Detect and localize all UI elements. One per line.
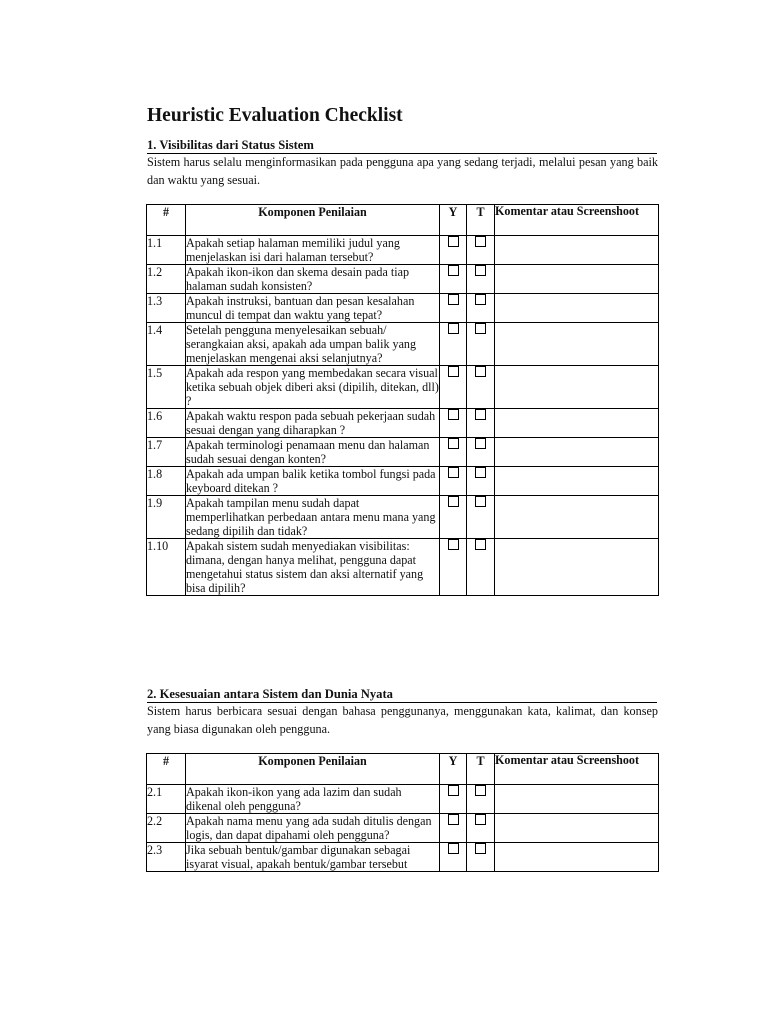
no-cell	[467, 843, 495, 872]
comment-cell[interactable]	[495, 467, 659, 496]
header-no: T	[467, 754, 495, 785]
row-number: 1.1	[147, 236, 186, 265]
table-row	[147, 785, 659, 814]
row-number: 1.6	[147, 409, 186, 438]
yes-checkbox[interactable]	[448, 843, 459, 854]
row-question: Apakah terminologi penamaan menu dan halaman sudah sesuai dengan konten?	[186, 438, 440, 467]
yes-cell	[440, 496, 467, 539]
section-heading-visibility: 1. Visibilitas dari Status Sistem	[147, 138, 657, 154]
yes-checkbox[interactable]	[448, 236, 459, 247]
checklist-table-visibility	[146, 204, 659, 596]
yes-cell	[440, 438, 467, 467]
yes-checkbox[interactable]	[448, 265, 459, 276]
yes-cell	[440, 785, 467, 814]
no-cell	[467, 814, 495, 843]
yes-checkbox[interactable]	[448, 294, 459, 305]
row-number: 2.2	[147, 814, 186, 843]
comment-cell[interactable]	[495, 409, 659, 438]
no-cell	[467, 265, 495, 294]
header-comment: Komentar atau Screenshoot	[495, 205, 659, 236]
no-cell	[467, 785, 495, 814]
no-checkbox[interactable]	[475, 236, 486, 247]
no-cell	[467, 236, 495, 265]
comment-cell[interactable]	[495, 843, 659, 872]
header-component: Komponen Penilaian	[186, 754, 440, 785]
yes-checkbox[interactable]	[448, 496, 459, 507]
table-row	[147, 409, 659, 438]
yes-cell	[440, 366, 467, 409]
table-header-row	[147, 754, 659, 785]
row-number: 1.3	[147, 294, 186, 323]
yes-cell	[440, 323, 467, 366]
no-cell	[467, 467, 495, 496]
header-number: #	[147, 205, 186, 236]
header-comment: Komentar atau Screenshoot	[495, 754, 659, 785]
header-component: Komponen Penilaian	[186, 205, 440, 236]
no-checkbox[interactable]	[475, 467, 486, 478]
table-row	[147, 366, 659, 409]
no-checkbox[interactable]	[475, 366, 486, 377]
row-question: Jika sebuah bentuk/gambar digunakan sebagai isyarat visual, apakah bentuk/gambar tersebut	[186, 843, 440, 872]
comment-cell[interactable]	[495, 539, 659, 596]
no-checkbox[interactable]	[475, 539, 486, 550]
yes-checkbox[interactable]	[448, 323, 459, 334]
yes-cell	[440, 467, 467, 496]
comment-cell[interactable]	[495, 236, 659, 265]
no-checkbox[interactable]	[475, 785, 486, 796]
checklist-table-real-world	[146, 753, 659, 872]
no-checkbox[interactable]	[475, 814, 486, 825]
yes-checkbox[interactable]	[448, 438, 459, 449]
table-row	[147, 539, 659, 596]
comment-cell[interactable]	[495, 294, 659, 323]
section-description-visibility: Sistem harus selalu menginformasikan pada pengguna apa yang sedang terjadi, melalui pesan yang baik dan waktu yang sesuai.	[147, 155, 658, 187]
yes-checkbox[interactable]	[448, 814, 459, 825]
row-number: 1.9	[147, 496, 186, 539]
row-question: Apakah ikon-ikon yang ada lazim dan sudah dikenal oleh pengguna?	[186, 785, 440, 814]
comment-cell[interactable]	[495, 366, 659, 409]
no-checkbox[interactable]	[475, 294, 486, 305]
no-cell	[467, 409, 495, 438]
no-cell	[467, 294, 495, 323]
no-cell	[467, 539, 495, 596]
yes-checkbox[interactable]	[448, 409, 459, 420]
row-question: Apakah ikon-ikon dan skema desain pada tiap halaman sudah konsisten?	[186, 265, 440, 294]
row-number: 1.7	[147, 438, 186, 467]
section-description-real-world: Sistem harus berbicara sesuai dengan bahasa penggunanya, menggunakan kata, kalimat, dan konsep yang biasa digunakan oleh pengguna.	[147, 704, 658, 736]
table-row	[147, 496, 659, 539]
no-checkbox[interactable]	[475, 409, 486, 420]
no-checkbox[interactable]	[475, 843, 486, 854]
no-checkbox[interactable]	[475, 438, 486, 449]
no-cell	[467, 438, 495, 467]
table-row	[147, 236, 659, 265]
yes-checkbox[interactable]	[448, 785, 459, 796]
table-row	[147, 438, 659, 467]
header-number: #	[147, 754, 186, 785]
row-number: 2.1	[147, 785, 186, 814]
row-question: Setelah pengguna menyelesaikan sebuah/ serangkaian aksi, apakah ada umpan balik yang menjelaskan mengenai aksi selanjutnya?	[186, 323, 440, 366]
yes-checkbox[interactable]	[448, 467, 459, 478]
comment-cell[interactable]	[495, 438, 659, 467]
table-row	[147, 265, 659, 294]
comment-cell[interactable]	[495, 814, 659, 843]
section-heading-real-world: 2. Kesesuaian antara Sistem dan Dunia Nyata	[147, 687, 657, 703]
comment-cell[interactable]	[495, 785, 659, 814]
table-row	[147, 467, 659, 496]
yes-cell	[440, 236, 467, 265]
row-number: 1.5	[147, 366, 186, 409]
comment-cell[interactable]	[495, 323, 659, 366]
yes-cell	[440, 409, 467, 438]
row-number: 1.4	[147, 323, 186, 366]
yes-cell	[440, 294, 467, 323]
yes-checkbox[interactable]	[448, 539, 459, 550]
table-header-row	[147, 205, 659, 236]
row-question: Apakah sistem sudah menyediakan visibilitas: dimana, dengan hanya melihat, pengguna dapat mengetahui status sistem dan aksi alternatif yang bisa dipilih?	[186, 539, 440, 596]
row-number: 1.2	[147, 265, 186, 294]
row-number: 1.10	[147, 539, 186, 596]
row-question: Apakah instruksi, bantuan dan pesan kesalahan muncul di tempat dan waktu yang tepat?	[186, 294, 440, 323]
row-number: 1.8	[147, 467, 186, 496]
table-row	[147, 843, 659, 872]
header-yes: Y	[440, 205, 467, 236]
comment-cell[interactable]	[495, 496, 659, 539]
table-row	[147, 323, 659, 366]
no-checkbox[interactable]	[475, 496, 486, 507]
no-checkbox[interactable]	[475, 265, 486, 276]
row-question: Apakah ada respon yang membedakan secara visual ketika sebuah objek diberi aksi (dipilih, ditekan, dll) ?	[186, 366, 439, 408]
row-question: Apakah ada umpan balik ketika tombol fungsi pada keyboard ditekan ?	[186, 467, 440, 496]
no-cell	[467, 366, 495, 409]
no-cell	[467, 323, 495, 366]
row-question: Apakah tampilan menu sudah dapat memperlihatkan perbedaan antara menu mana yang sedang dipilih dan tidak?	[186, 496, 440, 539]
row-number: 2.3	[147, 843, 186, 872]
table-row	[147, 814, 659, 843]
header-no: T	[467, 205, 495, 236]
yes-cell	[440, 843, 467, 872]
no-checkbox[interactable]	[475, 323, 486, 334]
table-row	[147, 294, 659, 323]
comment-cell[interactable]	[495, 265, 659, 294]
header-yes: Y	[440, 754, 467, 785]
yes-cell	[440, 265, 467, 294]
no-cell	[467, 496, 495, 539]
row-question: Apakah setiap halaman memiliki judul yang menjelaskan isi dari halaman tersebut?	[186, 236, 440, 265]
yes-cell	[440, 814, 467, 843]
yes-checkbox[interactable]	[448, 366, 459, 377]
yes-cell	[440, 539, 467, 596]
document-title: Heuristic Evaluation Checklist	[147, 105, 403, 126]
row-question: Apakah waktu respon pada sebuah pekerjaan sudah sesuai dengan yang diharapkan ?	[186, 409, 440, 438]
row-question: Apakah nama menu yang ada sudah ditulis dengan logis, dan dapat dipahami oleh pengguna?	[186, 814, 440, 843]
